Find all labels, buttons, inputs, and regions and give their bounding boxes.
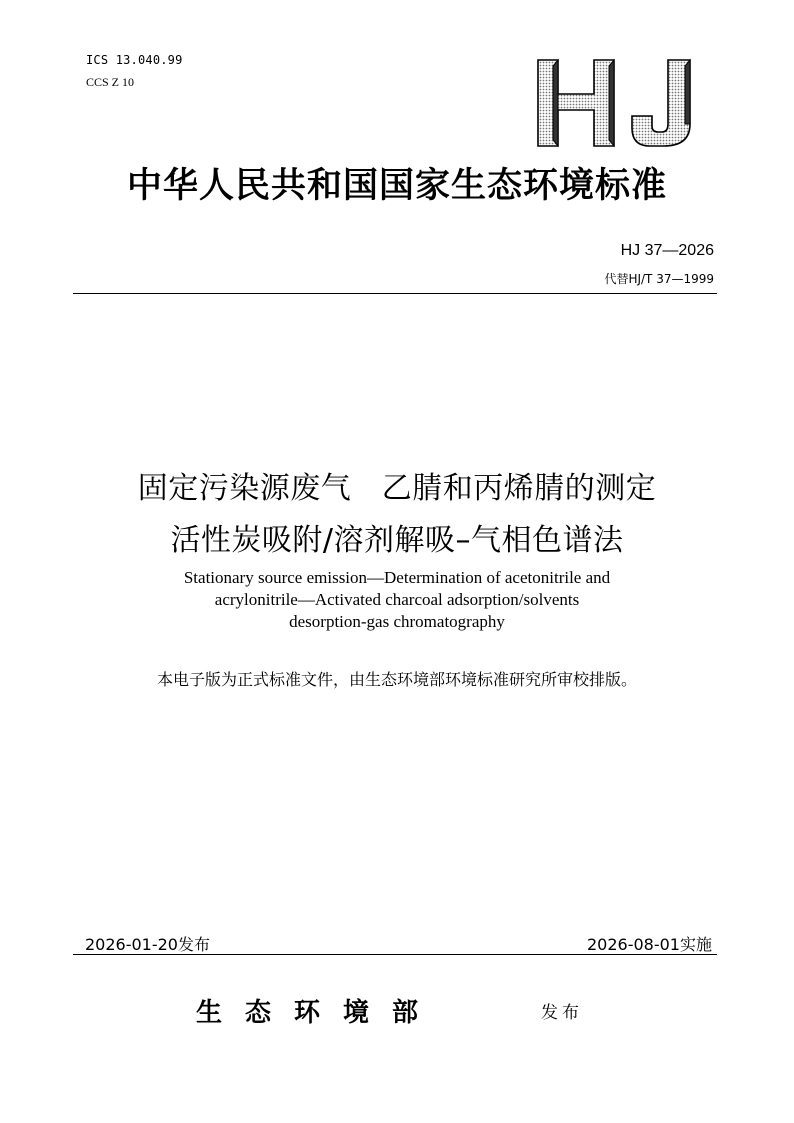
standard-number: HJ 37—2026: [620, 242, 714, 259]
ics-code: ICS 13.040.99: [86, 53, 183, 67]
bottom-rule: [73, 954, 717, 955]
issue-date: 2026-01-20发布: [85, 935, 210, 954]
title-cn-line2: 活性炭吸附/溶剂解吸–气相色谱法: [170, 523, 624, 558]
title-en-line1: Stationary source emission—Determination of acetonitrile and: [183, 568, 611, 587]
replaces-standard: 代替HJ/T 37—1999: [604, 272, 714, 286]
edition-note: 本电子版为正式标准文件，由生态环境部环境标准研究所审校排版。: [156, 670, 637, 689]
top-rule: [73, 293, 717, 294]
publish-label: 发布: [541, 1003, 583, 1023]
national-standard-title: 中华人民共和国国家生态环境标准: [126, 165, 667, 206]
title-en-line2: acrylonitrile—Activated charcoal adsorption/solvents: [214, 590, 580, 609]
ccs-code: CCS Z 10: [86, 75, 135, 89]
title-en-line3: desorption-gas chromatography: [289, 612, 505, 631]
title-cn-line1: 固定污染源废气 乙腈和丙烯腈的测定: [137, 471, 657, 506]
hj-logo: [536, 58, 696, 148]
implementation-date: 2026-08-01实施: [587, 935, 712, 954]
publisher-name: 生态环境部: [196, 998, 442, 1028]
